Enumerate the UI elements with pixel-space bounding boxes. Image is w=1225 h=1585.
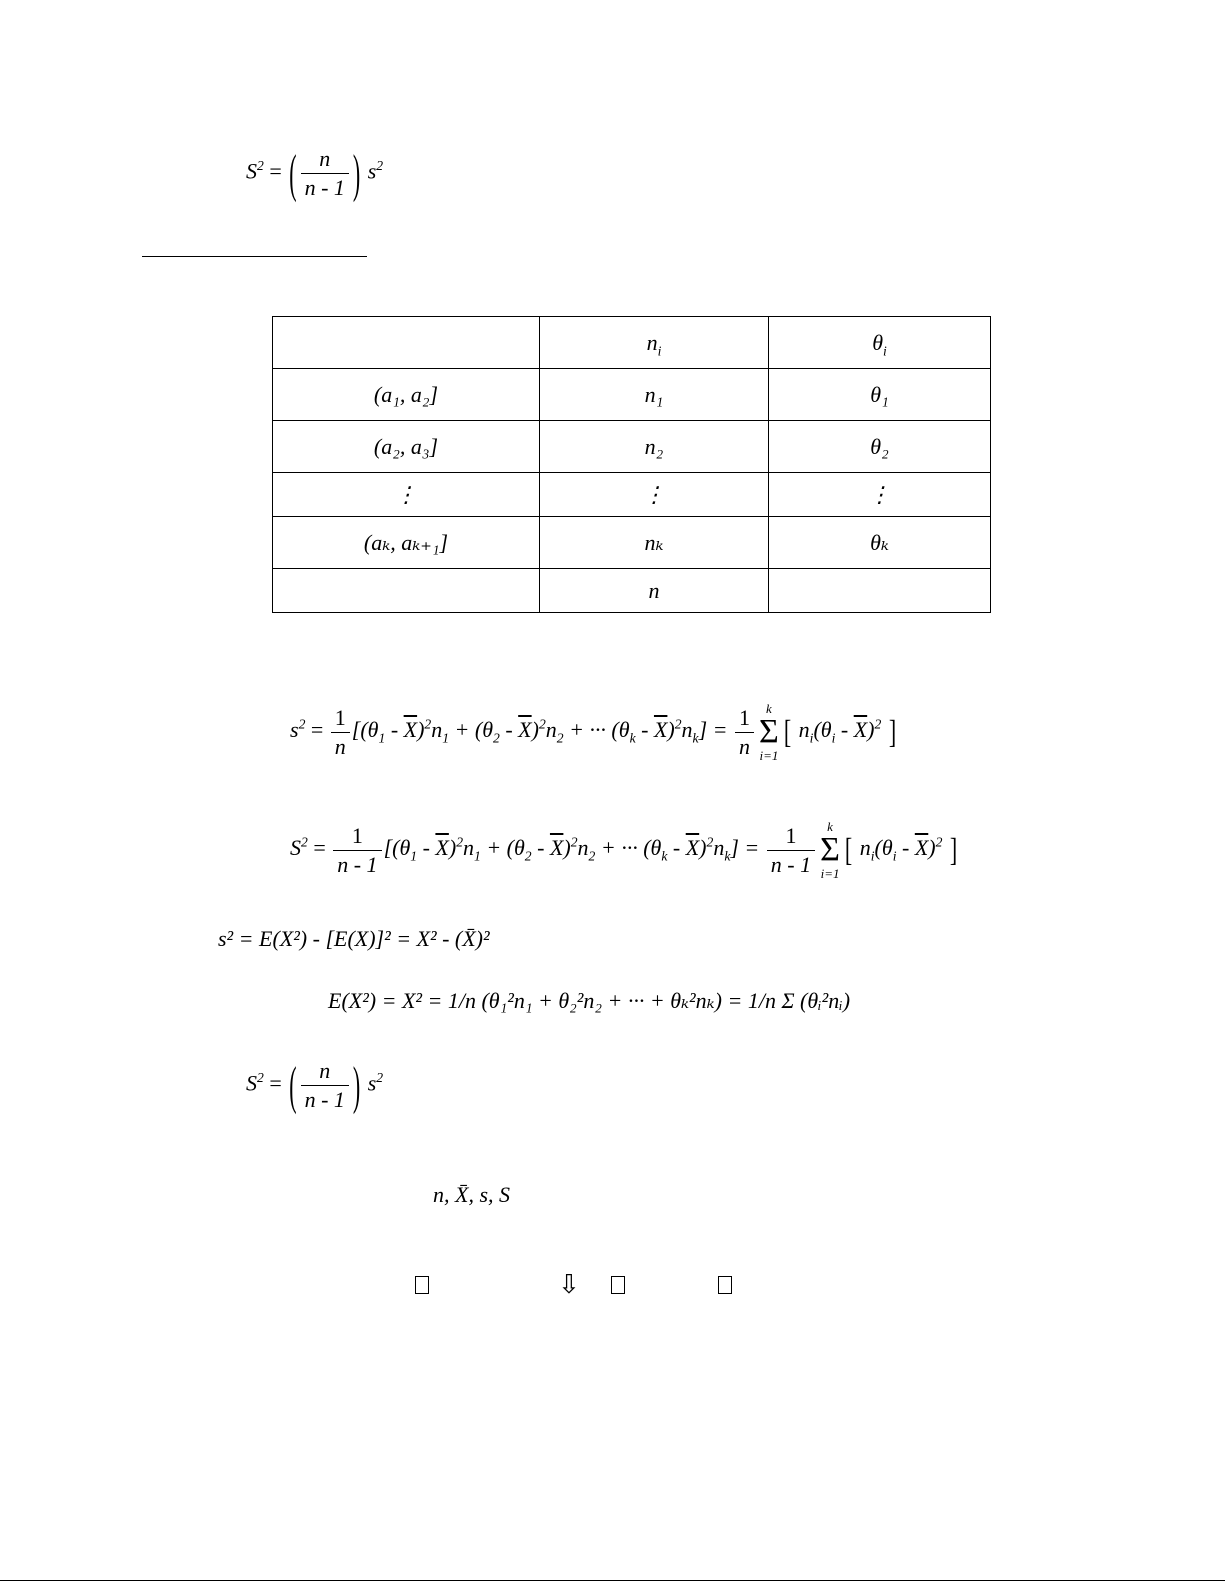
box-icon [415, 1276, 429, 1297]
table-row: ⋮ ⋮ ⋮ [273, 473, 991, 517]
header-n: $n_i$ [540, 317, 769, 369]
formula-sample-variance-top: $S^2$ = ( $\frac{n}{n - 1}$ ) $s^2$ [246, 142, 384, 203]
table-row: (aₖ, aₖ₊₁] nₖ θₖ [273, 517, 991, 569]
formula-sample-variance-bottom: $S^2$ = ( $\frac{n}{n - 1}$ ) $s^2$ [246, 1054, 384, 1115]
down-arrow-icon: ⇩ [558, 1270, 580, 1300]
header-theta: $\theta_i$ [769, 317, 991, 369]
table-row: (a₁, a₂] n₁ θ₁ [273, 369, 991, 421]
header-interval [273, 317, 540, 369]
stats-list: n, X̄, s, S [433, 1182, 510, 1207]
formula-S2-grouped: $S^2$ = $\frac{1}{n - 1}$ [$(\theta_1 - \overline{X})^2n_1 + (\theta_2 - \overline{X})^2n_2$ + ··· $(\theta_k - \overline{X})^2n_k$] = $\frac{1}{n - 1}$ k Σ i=1 [ $n_i(\theta_i - \overline{X})^2$ ] [290, 819, 958, 881]
table-row: n [273, 569, 991, 613]
frequency-table [272, 316, 991, 613]
page-bottom-border [0, 1580, 1225, 1581]
box-icon [718, 1276, 732, 1297]
formula-EX2: E(X²) = X² = 1/n (θ₁²n₁ + θ₂²n₂ + ··· + θₖ²nₖ) = 1/n Σ (θᵢ²nᵢ) [328, 988, 851, 1013]
table-row: (a₂, a₃] n₂ θ₂ [273, 421, 991, 473]
formula-s2-grouped: $s^2$ = $\frac{1}{n}$ [$(\theta_1 - \overline{X})^2n_1 + (\theta_2 - \overline{X})^2n_2$ + ··· $(\theta_k - \overline{X})^2n_k$] = $\frac{1}{n}$ k Σ i=1 [ $n_i(\theta_i - \overline{X})^2$ ] [290, 701, 897, 763]
separator-line [142, 256, 367, 257]
box-icon [611, 1276, 625, 1297]
formula-s2-expectation: s² = E(X²) - [E(X)]² = X² - (X̄)² [218, 926, 490, 951]
